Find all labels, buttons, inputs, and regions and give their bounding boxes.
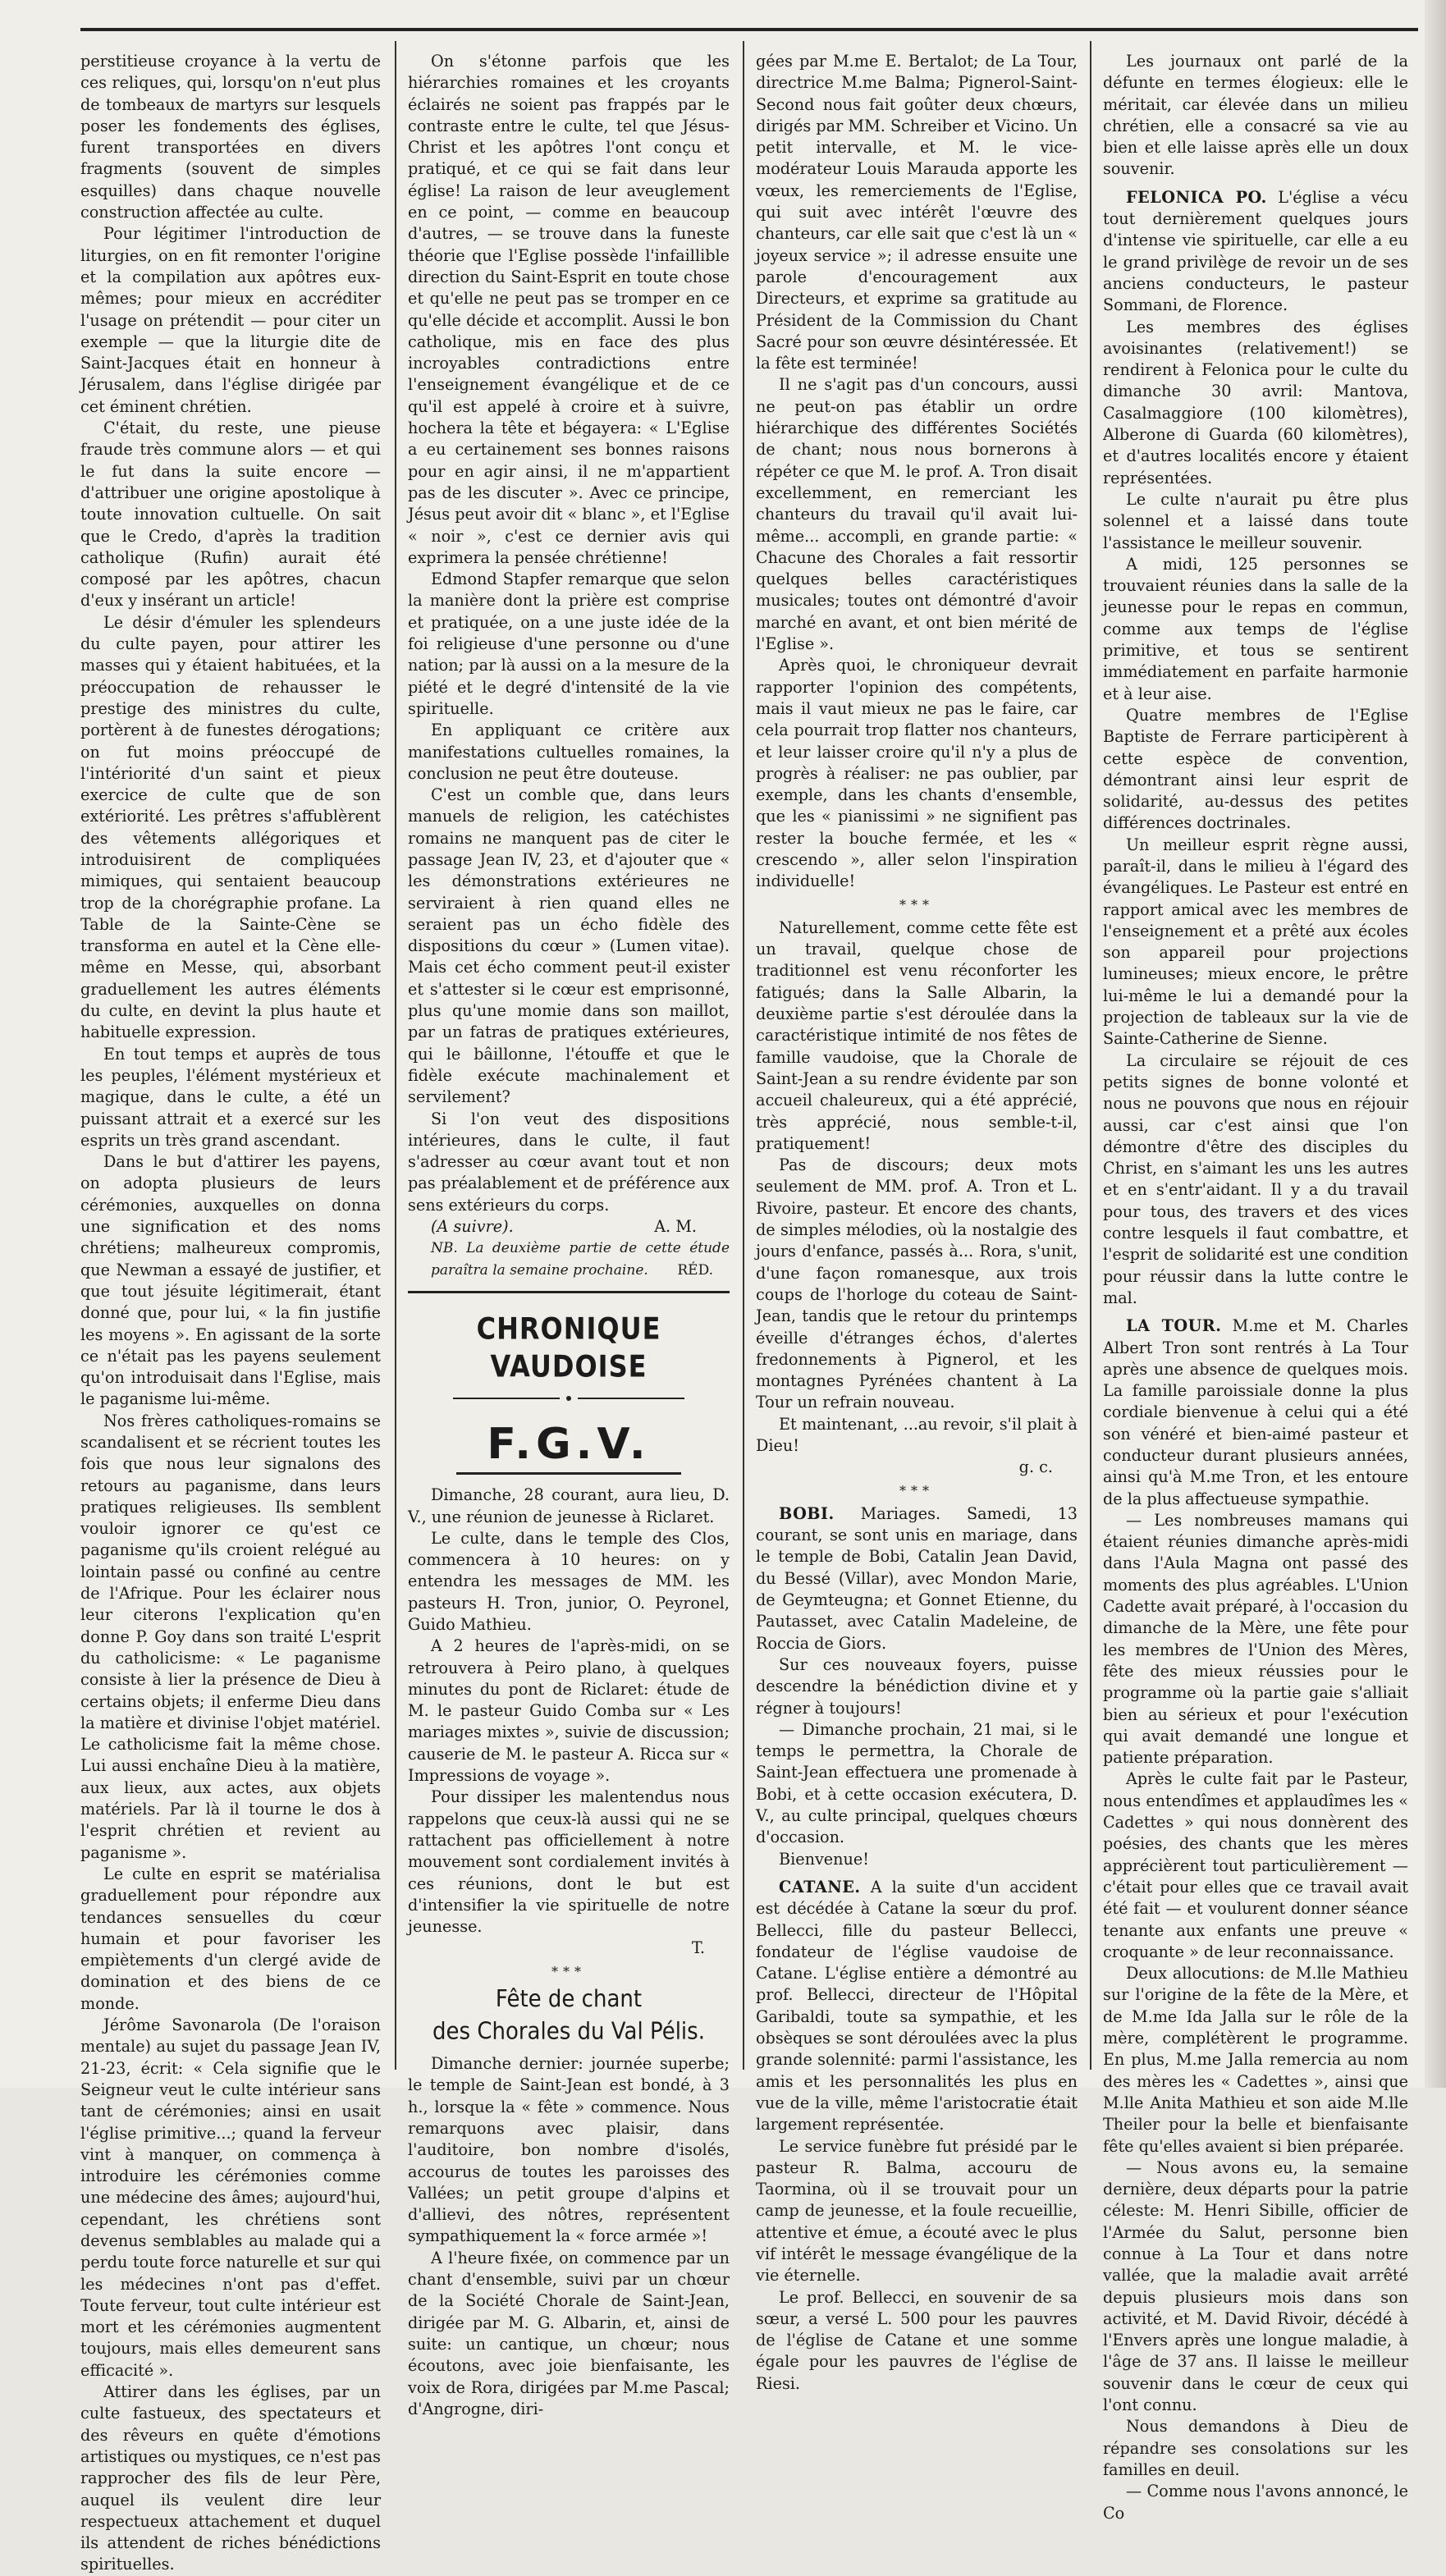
paragraph: Nous demandons à Dieu de répandre ses consolations sur les familles en deuil. <box>1103 2417 1408 2479</box>
place-heading: FELONICA PO. <box>1126 187 1267 207</box>
paragraph: C'est un comble que, dans leurs manuels de religion, les catéchistes romains ne manquent pas de citer le passage Jean IV, 23, et d'ajouter que « les démonstrations extérieures ne serviraient à rien quand elles ne seraient pas un écho fidèle des dispositions du cœur » (Lumen vitae). Mais cet écho comment peut-il exister et s'attester si le cœur est emprisonné, plus qu'une momie dans son maillot, par un fatras de pratiques extérieures, qui le bâillonne, l'étouffe et que le fidèle exécute machinalement et servilement? <box>408 785 730 1107</box>
paragraph: Deux allocutions: de M.lle Mathieu sur l'origine de la fête de la Mère, et de M.me Ida Jalla sur le rôle de la mère, complétèrent le programme. En plus, M.me Jalla remercia au nom des mères les « Cadettes », ainsi que M.lle Anita Mathieu et son aide M.lle Theiler pour la belle et bienfaisante fête qu'elles avaient si bien préparée. <box>1103 1964 1408 2156</box>
paragraph: Pour légitimer l'introduction de liturgies, on en fit remonter l'origine et la compilation aux apôtres eux-mêmes; pour mieux en accréditer l'usage on prétendit — pour citer un exemple — que la liturgie dite de Saint-Jacques était en honneur à Jérusalem, dans l'église dirigée par cet éminent chrétien. <box>80 224 381 416</box>
paragraph: A 2 heures de l'après-midi, on se retrouvera à Peiro plano, à quelques minutes du pont de Riclaret: étude de M. le pasteur Guido Comba sur « Les mariages mixtes », suivie de discussion; causerie de M. le pasteur A. Ricca sur « Impressions de voyage ». <box>408 1636 730 1786</box>
column-divider <box>1090 41 1091 2070</box>
page-edge-shadow <box>1425 0 1446 2088</box>
paragraph: Quatre membres de l'Eglise Baptiste de Ferrare participèrent à cette espèce de convention, démontrant ainsi leur esprit de solidarité, au-dessus des petites différences doctrinales. <box>1103 705 1408 833</box>
paragraph: Le culte n'aurait pu être plus solennel et a laissé dans toute l'assistance le meilleur souvenir. <box>1103 489 1408 552</box>
paragraph: Nos frères catholiques-romains se scandalisent et se récrient toutes les fois que nous leur signalons des retours au paganisme, dans leurs pratiques religieuses. Ils semblent vouloir ignorer ce qu'est ce paganisme qu'ils croient relégué au lointain passé ou confiné au centre de l'Afrique. Pour les éclairer nous leur citerons l'explication qu'en donne P. Goy dans son traité L'esprit du catholicisme: « Le paganisme consiste à lier la présence de Dieu à certains objets; il enferme Dieu dans la matière et divinise l'objet matériel. Le catholicisme fait la même chose. Lui aussi enchaîne Dieu à la matière, aux lieux, aux actes, aux objets matériels. Par là il tourne le dos à l'esprit chrétien et revient au paganisme ». <box>80 1411 381 1862</box>
paragraph: Les membres des églises avoisinantes (relativement!) se rendirent à Felonica pour le culte du dimanche 30 avril: Mantova, Casalmaggiore (100 kilomètres), Alberone di Guarda (60 kilomètres), et d'autres localités encore y étaient représentées. <box>1103 317 1408 487</box>
paragraph: Après le culte fait par le Pasteur, nous entendîmes et applaudîmes les « Cadettes » qui nous donnèrent des poésies, des chants que les mères apprécièrent tout particulièrement — c'était pour elles que ce travail avait été fait — et voulurent donner séance tenante aux enfants une preuve « croquante » de leur reconnaissance. <box>1103 1769 1408 1961</box>
paragraph: Et maintenant, ...au revoir, s'il plait à Dieu! <box>756 1414 1078 1455</box>
news-item-text: A la suite d'un accident est décédée à Catane la sœur du prof. Bellecci, fille du pasteur Bellecci, fondateur de l'église vaudoise de Catane. L'église entière a démontré au prof. Bellecci, directeur de l'Hôpital Garibaldi, toute sa sympathie, et les obsèques se sont déroulées avec la plus grande solennité: parmi l'assistance, les amis et les personnalités les plus en vue de la ville, même l'aristocratie était largement représentée. <box>756 1877 1078 2134</box>
paragraph: Le culte, dans le temple des Clos, commencera à 10 heures: on y entendra les messages de MM. les pasteurs H. Tron, junior, O. Peyronel, Guido Mathieu. <box>408 1528 730 1634</box>
column-2 <box>408 51 730 2418</box>
paragraph: Dimanche dernier: journée superbe; le temple de Saint-Jean est bondé, à 3 h., lorsque la « fête » commence. Nous remarquons avec plaisir, dans l'auditoire, bon nombre d'isolés, accourus de toutes les paroisses des Vallées; un petit groupe d'alpins et d'allievi, des nôtres, représentent sympathiquement la « force armée »! <box>408 2054 730 2246</box>
paragraph: Un meilleur esprit règne aussi, paraît-il, dans le milieu à l'égard des évangéliques. Le Pasteur est entré en rapport amical avec les membres de l'enseignement et a prêté aux écoles son appareil pour projections lumineuses; mieux encore, le prêtre lui-même le lui a demandé pour la projection de tableaux sur la vie de Sainte-Catherine de Sienne. <box>1103 835 1408 1049</box>
column-3 <box>756 51 1078 2393</box>
news-item <box>1103 187 1408 317</box>
paragraph: — Nous avons eu, la semaine dernière, deux départs pour la patrie céleste: M. Henri Sibille, officier de l'Armée du Salut, personne bien connue à La Tour et dans notre vallée, que la maladie avait arrêté depuis plusieurs mois dans son activité, et M. David Rivoir, décédé à l'Envers après une longue maladie, à l'âge de 37 ans. Il laisse le meilleur souvenir dans le cœur de ceux qui l'ont connu. <box>1103 2157 1408 2415</box>
paragraph: Le service funèbre fut présidé par le pasteur R. Balma, accouru de Taormina, où il se trouvait pour un camp de jeunesse, et la foule recueillie, attentive et émue, a écouté avec le plus vif intérêt le message évangélique de la vie éternelle. <box>756 2136 1078 2285</box>
signature: g. c. <box>1018 1457 1053 1477</box>
editor-note-text: NB. La deuxième partie de cette étude paraîtra la semaine prochaine. <box>431 1240 730 1279</box>
paragraph: Naturellement, comme cette fête est un travail, quelque chose de traditionnel est venu réconforter les fatigués; dans la Salle Albarin, la deuxième partie s'est déroulée dans la caractéristique intimité de nos fêtes de famille vaudoise, que la Chorale de Saint-Jean a su rendre évidente par son accueil chaleureux, qui a été apprécié, très apprécié, nous semble-t-il, pratiquement! <box>756 917 1078 1153</box>
paragraph: On s'étonne parfois que les hiérarchies romaines et les croyants éclairés ne soient pas frappés par le contraste entre le culte, tel que Jésus-Christ et les apôtres l'ont conçu et pratiqué, et ce qui se fait dans leur église! La raison de leur aveuglement en ce point, — comme en beaucoup d'autres, — se trouve dans la funeste théorie que l'Eglise possède l'infaillible direction du Saint-Esprit en toute chose et qu'elle ne peut pas se tromper en ce qu'elle décide et accomplit. Aussi le bon catholique, mis en face des plus incroyables contradictions entre l'enseignement évangélique et de ce qu'il est appelé à croire et à suivre, hochera la tête et bégayera: « L'Eglise a eu certainement ses bonnes raisons pour en agir ainsi, il ne m'appartient pas de les discuter ». Avec ce principe, Jésus peut avoir dit « blanc », et l'Eglise « noir », c'est ce dernier avis qui exprimera la pensée chrétienne! <box>408 52 730 567</box>
paragraph: La circulaire se réjouit de ces petits signes de bonne volonté et nous ne pouvons que nous en réjouir aussi, car c'est ainsi que l'on démontre d'être des disciples du Christ, en s'aimant les uns les autres et en s'entr'aidant. Il y a du travail pour tous, des travers et des vices contre lesquels il faut combattre, et l'esprit de solidarité est une condition pour réussir dans la lutte contre le mal. <box>1103 1050 1408 1307</box>
paragraph: Dans le but d'attirer les payens, on adopta plusieurs de leurs cérémonies, auxquelles on donna une signification et des noms chrétiens; malheureux compromis, que Newman a essayé de justifier, et que tout jésuite légitimerait, étant donné que, pour lui, « la fin justifie les moyens ». En agissant de la sorte ce n'était pas les payens seulement qu'on introduisait dans l'Eglise, mais le paganisme lui-même. <box>80 1152 381 1409</box>
news-item <box>1103 1315 1408 1510</box>
to-be-continued: (A suivre). <box>431 1217 514 1237</box>
column-divider <box>395 41 396 2070</box>
paragraph: Si l'on veut des dispositions intérieures, dans le culte, il faut s'adresser au cœur avant tout et non pas préalablement et de préférence aux sens extérieurs du corps. <box>408 1109 730 1215</box>
paragraph: — Comme nous l'avons annoncé, le Co <box>1103 2482 1408 2523</box>
separator-stars: *** <box>899 1482 934 1498</box>
news-item-text: Mariages. Samedi, 13 courant, se sont unis en mariage, dans le temple de Bobi, Catalin Jean David, du Bessé (Villar), avec Mondon Marie, de Geymteugna; et Gonnet Etienne, du Pautasset, avec Catalin Madeleine, de Roccia de Giors. <box>756 1503 1078 1653</box>
paragraph: Pas de discours; deux mots seulement de MM. prof. A. Tron et L. Rivoire, pasteur. Et encore des chants, de simples mélodies, où la nostalgie des jours d'enfance, passés à... Rora, s'unit, d'une façon romanesque, aux trois coups de l'horloge du coteau de Saint-Jean, tandis que le retour du printemps éveille d'étranges échos, d'alertes fredonnements à Pignerol, et les montagnes Pyrénées chantent à La Tour un refrain nouveau. <box>756 1155 1078 1412</box>
news-item <box>756 1877 1078 2136</box>
paragraph: perstitieuse croyance à la vertu de ces reliques, qui, lorsqu'on n'eut plus de tombeaux de martyrs sur lesquels poser les fondements des églises, furent transportées en divers fragments (souvent de simples esquilles) dans chaque nouvelle construction affectée au culte. <box>80 52 381 222</box>
article-title <box>408 1983 730 2048</box>
separator-stars: *** <box>551 1963 586 1979</box>
paragraph: Le désir d'émuler les splendeurs du culte payen, pour attirer les masses qui y étaient habituées, et la préoccupation de rehausser le prestige des ministres du culte, portèrent à de funestes dérogations; on fut moins préoccupé de l'intériorité d'un saint et pieux exercice de culte que de son extériorité. Les prêtres s'affublèrent des vêtements allégoriques et introduisirent de compliquées mimiques, qui sentaient beaucoup trop de la chorégraphie profane. La Table de la Sainte-Cène se transforma en autel et la Cène elle-même en Messe, qui, absorbant graduellement les autres éléments du culte, en devint la plus haute et habituelle expression. <box>80 612 381 1042</box>
paragraph: Bienvenue! <box>779 1849 869 1869</box>
editor-note <box>408 1238 730 1281</box>
news-item-text: M.me et M. Charles Albert Tron sont rentrés à La Tour après une absence de quelques mois. La famille paroissiale donne la plus cordiale bienvenue à celui qui a été son vénéré et bien-aimé pasteur et conducteur durant plusieurs années, ainsi qu'à M.me Tron, et les entoure de la plus affectueuse sympathie. <box>1103 1316 1408 1508</box>
news-item <box>756 1503 1078 1654</box>
place-heading: LA TOUR. <box>1126 1316 1222 1336</box>
heading-underline <box>456 1472 681 1475</box>
paragraph: Après quoi, le chroniqueur devrait rapporter l'opinion des compétents, mais il vaut mieux ne pas le faire, car cela pourrait trop flatter nos chanteurs, et leur laisser croire qu'il n'y a plus de progrès à réaliser: ne pas oublier, par exemple, dans les chants d'ensemble, que les « pianissimi » ne signifient pas rester la bouche fermée, et les « crescendo », aller selon l'inspiration individuelle! <box>756 656 1078 891</box>
signature: T. <box>691 1938 705 1958</box>
paragraph: C'était, du reste, une pieuse fraude très commune alors — et qui le fut dans la suite encore — d'attribuer une origine apostolique à toute innovation cultuelle. On sait que le Credo, d'après la tradition catholique (Rufin) aurait été composé par les apôtres, chacun d'eux y insérant un article! <box>80 419 381 611</box>
paragraph: A midi, 125 personnes se trouvaient réunies dans la salle de la jeunesse pour le repas en commun, comme aux temps de l'église primitive, et tous se sentirent immédiatement en parfaite harmonie et à leur aise. <box>1103 554 1408 703</box>
news-item-text: L'église a vécu tout dernièrement quelques jours d'intense vie spirituelle, car elle a eu le grand privilège de revoir un de ses anciens conducteurs, le pasteur Sommani, de Florence. <box>1103 187 1408 315</box>
paragraph: Dimanche, 28 courant, aura lieu, D. V., une réunion de jeunesse à Riclaret. <box>408 1485 730 1526</box>
paragraph: En tout temps et auprès de tous les peuples, l'élément mystérieux et magique, dans le culte, a été un puissant attrait et a exercé sur les esprits un très grand ascendant. <box>80 1044 381 1150</box>
paragraph: Le prof. Bellecci, en souvenir de sa sœur, a versé L. 500 pour les pauvres de l'église de Catane et une somme égale pour les pauvres de l'église de Riesi. <box>756 2287 1078 2393</box>
article-title-line-2: des Chorales du Val Pélis. <box>432 2018 705 2046</box>
separator-stars: *** <box>899 896 934 913</box>
column-divider <box>743 41 744 2070</box>
column-4 <box>1103 51 1408 2523</box>
paragraph: Le culte en esprit se matérialisa graduellement pour répondre aux tendances sensuelles du cœur humain et pour favoriser les empiètements d'un clergé avide de domination et des biens de ce monde. <box>80 1864 381 2013</box>
ornament-divider <box>408 1387 730 1408</box>
place-heading: BOBI. <box>779 1503 835 1523</box>
paragraph: A l'heure fixée, on commence par un chant d'ensemble, suivi par un chœur de la Société Chorale de Saint-Jean, dirigée par M. G. Albarin, et, ainsi de suite: un cantique, un chœur; nous écoutons, avec joie bienfaisante, les voix de Rora, dirigées par M.me Pascal; d'Angrogne, diri- <box>408 2248 730 2418</box>
paragraph: Pour dissiper les malentendus nous rappelons que ceux-là aussi qui ne se rattachent pas officiellement à notre mouvement sont cordialement invités à ces réunions, dont le but est d'intensifier la vie spirituelle de notre jeunesse. <box>408 1787 730 1937</box>
section-divider <box>408 1291 730 1293</box>
paragraph: gées par M.me E. Bertalot; de La Tour, directrice M.me Balma; Pignerol-Saint-Second nous fait goûter deux chœurs, dirigés par MM. Schreiber et Vicino. Un petit intervalle, et M. le vice-modérateur Louis Marauda apporte les vœux, les remerciements de l'Eglise, qui suit avec intérêt l'œuvre des chanteurs, car elle sait que c'est là un « joyeux service »; il adresse ensuite une parole d'encouragement aux Directeurs, et exprime sa gratitude au Président de la Commission du Chant Sacré pour son œuvre désintéressée. Et la fête est terminée! <box>756 52 1078 373</box>
article-signature <box>408 1216 730 1238</box>
paragraph: Sur ces nouveaux foyers, puisse descendre la bénédiction divine et y régner à toujours! <box>756 1654 1078 1718</box>
paragraph: — Dimanche prochain, 21 mai, si le temps le permettra, la Chorale de Saint-Jean effectuera une promenade à Bobi, et à cette occasion exécutera, D. V., au culte principal, quelques chœurs d'occasion. <box>756 1719 1078 1847</box>
paragraph: Edmond Stapfer remarque que selon la manière dont la prière est comprise et pratiquée, on a une juste idée de la foi religieuse d'une personne ou d'une nation; par là aussi on a la mesure de la piété et le degré d'intensité de la vie spirituelle. <box>408 570 730 718</box>
author-initials: A. M. <box>654 1217 697 1237</box>
paragraph: En appliquant ce critère aux manifestations cultuelles romaines, la conclusion ne peut être douteuse. <box>408 721 730 783</box>
paragraph: Jérôme Savonarola (De l'oraison mentale) au sujet du passage Jean IV, 21-23, écrit: « Cela signifie que le Seigneur veut le culte intérieur sans tant de cérémonies; ainsi en usait l'église primitive...; quand la ferveur vint à manquer, on commença à introduire les cérémonies comme une médecine des âmes; aujourd'hui, cependant, les chrétiens sont devenus semblables au malade qui a perdu toute force naturelle et sur qui les médecines n'ont pas d'effet. Toute ferveur, tout culte intérieur est mort et les cérémonies augmentent toujours, mais elles demeurent sans efficacité ». <box>80 2016 381 2380</box>
column-1 <box>80 51 381 2574</box>
place-heading: CATANE. <box>779 1877 861 1897</box>
paragraph: Attirer dans les églises, par un culte fastueux, des spectateurs et des rêveurs en quête d'émotions artistiques ou mystiques, ce n'est pas rapprocher des fils de leur Père, auquel ils veulent dire leur respectueux attachement et duquel ils attendent de riches bénédictions spirituelles. <box>80 2382 381 2574</box>
fgv-heading: F.G.V. <box>487 1420 651 1470</box>
section-title: CHRONIQUE VAUDOISE <box>476 1311 661 1384</box>
paragraph: Les journaux ont parlé de la défunte en termes élogieux: elle le méritait, car élevée dans un milieu chrétien, elle a consacré sa vie au bien et elle laisse après elle un doux souvenir. <box>1103 52 1408 179</box>
article-title-line-1: Fête de chant <box>495 1985 643 2013</box>
paragraph: Il ne s'agit pas d'un concours, aussi ne peut-on pas établir un ordre hiérarchique des différentes Sociétés de chant; nous nous bornerons à répéter ce que M. le prof. A. Tron disait excellemment, en remerciant les chanteurs du travail qu'il avait lui-même... accompli, en grande partie: « Chacune des Chorales a fait ressortir quelques belles caractéristiques musicales; toutes ont démontré d'avoir marché en avant, et ont bien mérité de l'Eglise ». <box>756 375 1078 654</box>
editor-signature: RÉD. <box>677 1261 713 1279</box>
paragraph: — Les nombreuses mamans qui étaient réunies dimanche après-midi dans l'Aula Magna ont passé des moments des plus agréables. L'Union Cadette avait préparé, à l'occasion du dimanche de la Mère, une fête pour les membres de l'Union des Mères, fête des mieux réussies pour le programme où la partie gaie s'alliait bien au sérieux et pour l'exécution qui avait demandé une longue et patiente préparation. <box>1103 1510 1408 1768</box>
top-rule <box>80 28 1418 31</box>
